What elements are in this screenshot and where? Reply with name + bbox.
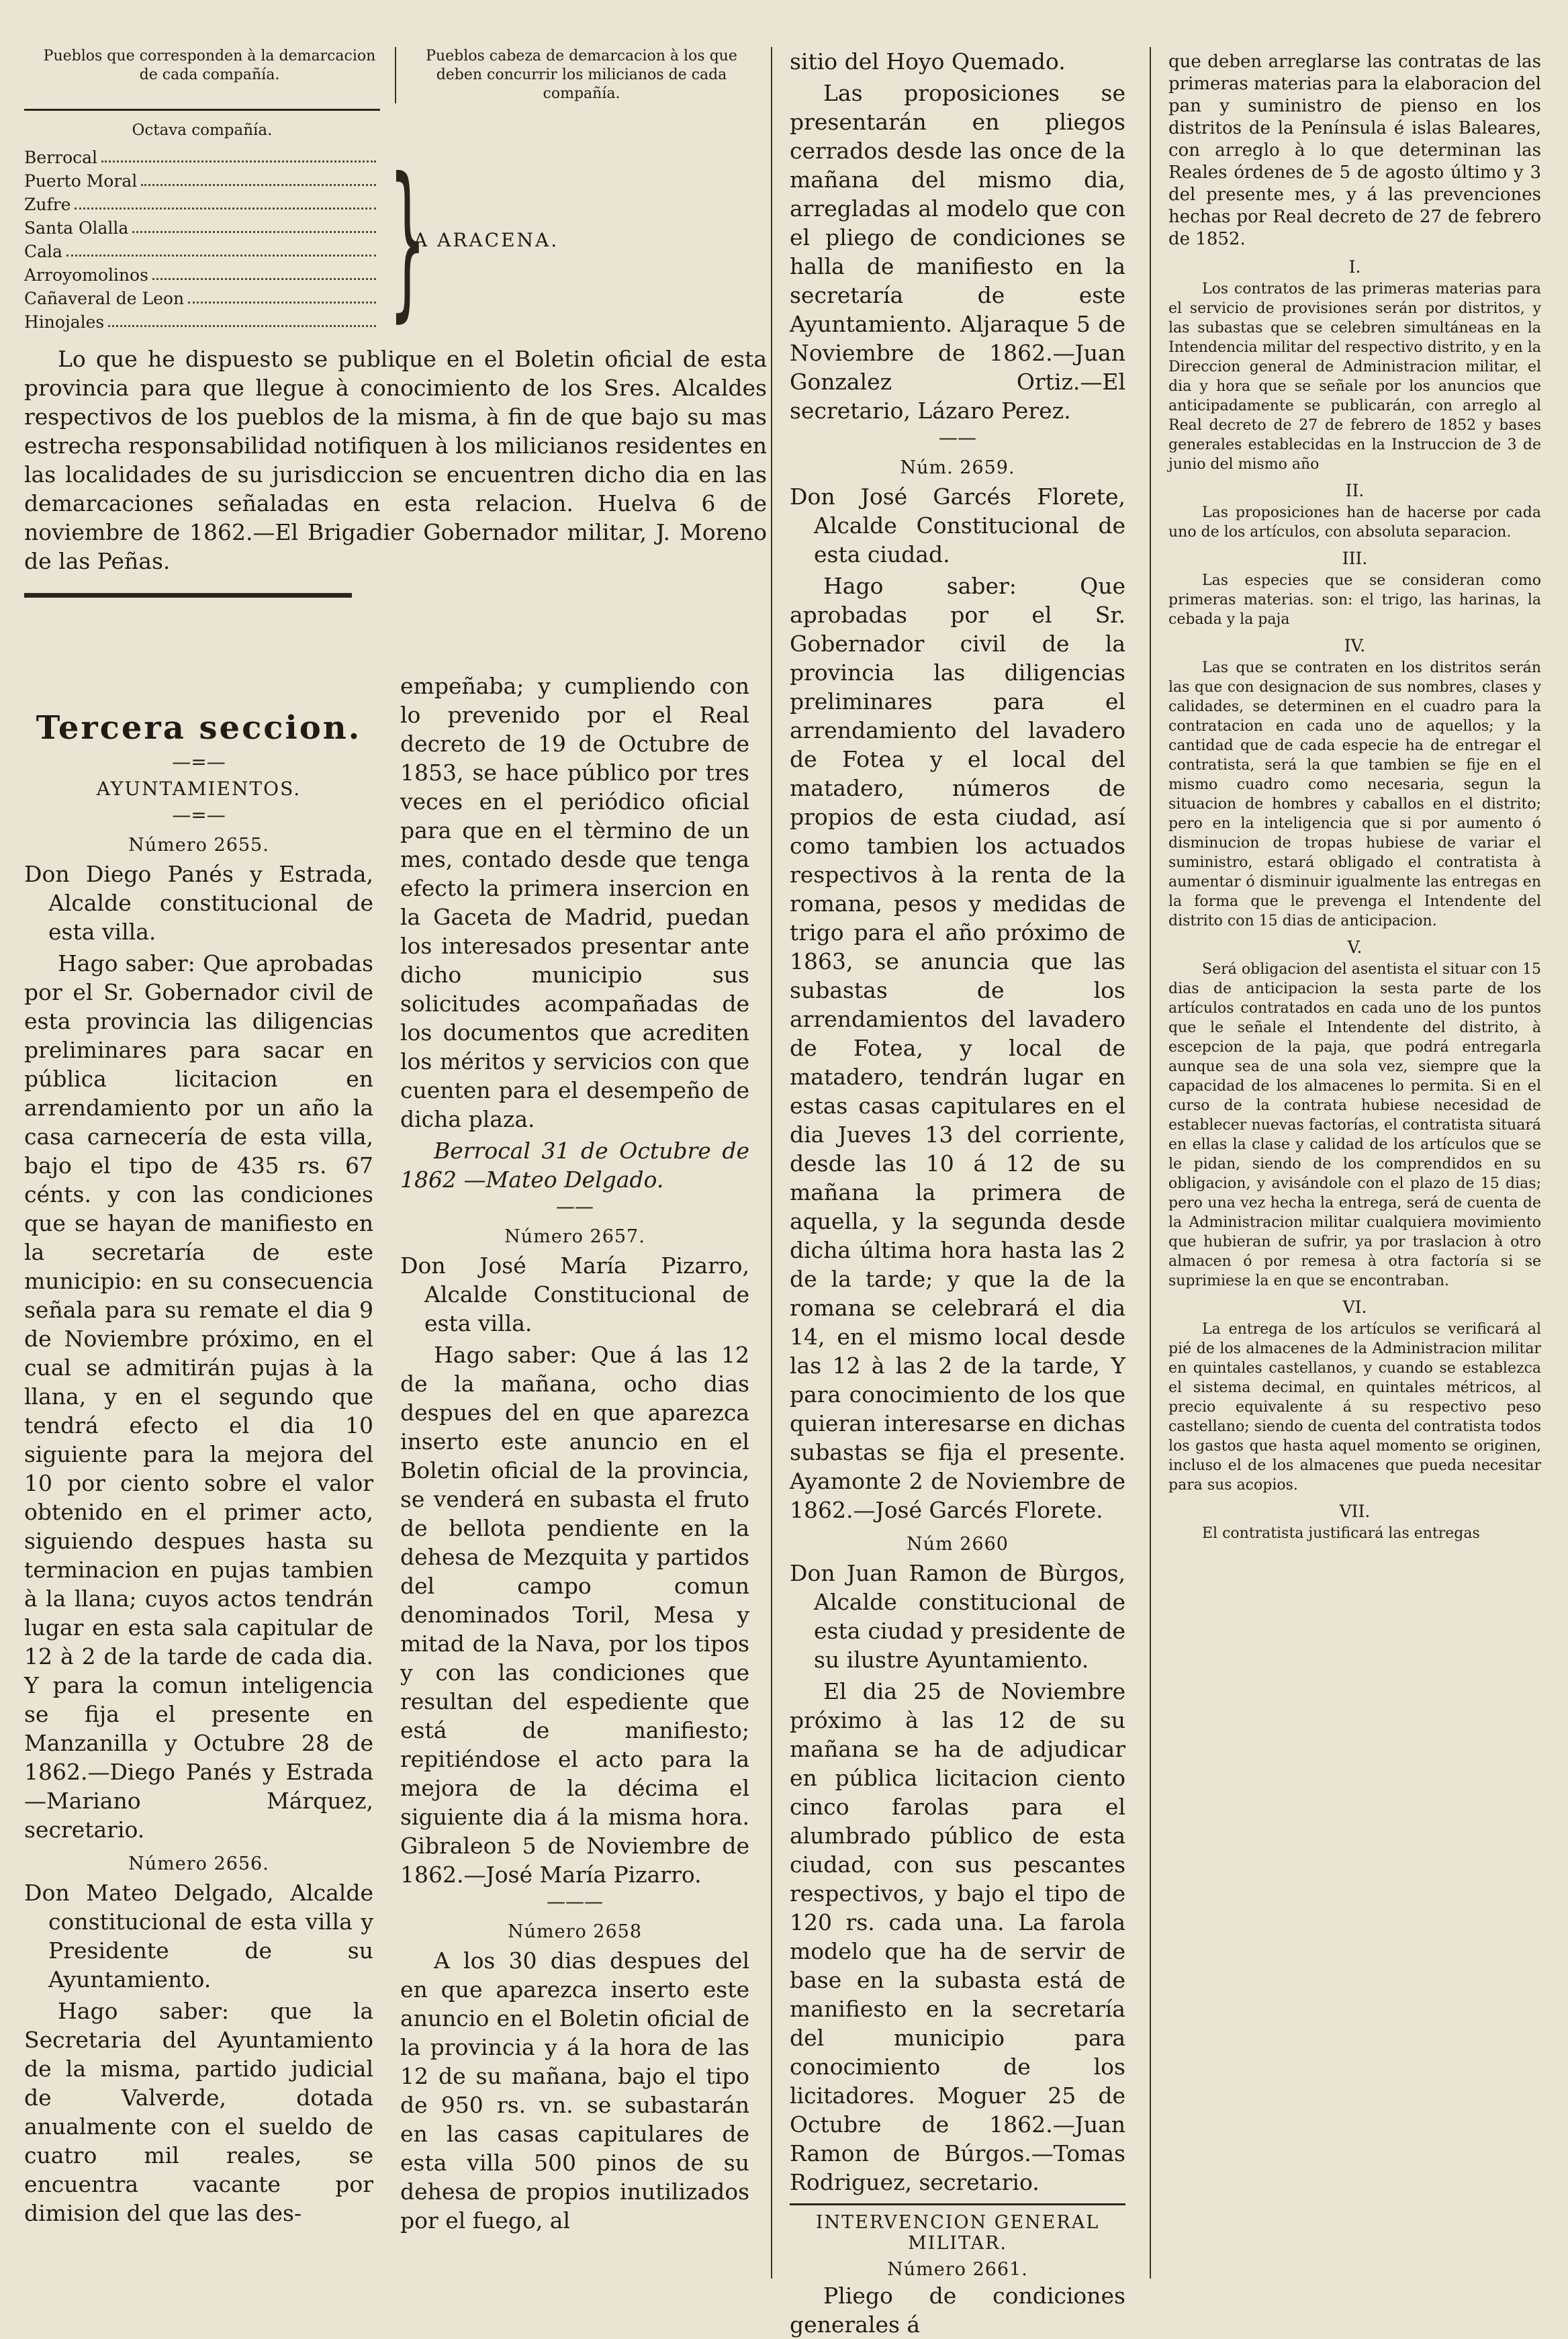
notice-number: Núm 2660: [907, 1534, 1009, 1555]
section-subtitle: AYUNTAMIENTOS.: [96, 778, 302, 800]
town-row: [24, 169, 380, 193]
notice-heading: Don Diego Panés y Estrada, Alcalde constitucional de esta villa.: [24, 861, 373, 945]
town-name: Santa Olalla: [24, 218, 129, 238]
leader-dots: [141, 169, 376, 186]
town-list: [24, 146, 380, 334]
notice-body: Hago saber: Que aprobadas por el Sr. Gobernador civil de esta provincia las diligencias preliminares para sacar en pública licitacion en arrendamiento por un año la casa carnecería de esta villa, bajo el tipo de 435 rs. 67 cénts. y con las condiciones que se hayan de manifiesto en la secretaría de este municipio: en su consecuencia señala para su remate el dia 9 de Noviembre próximo, en el cual se admitirán pujas à la llana, y en el segundo que tendrá efecto el dia 10 siguiente para la mejora del 10 por ciento sobre el valor obtenido en el primer acto, siguiendo despues hasta su terminacion en pujas tambien à la llana; cuyos actos tendrán lugar en esta sala capitular de 12 à 2 de la tarde de cada dia. Y para la comun inteligencia se fija el presente en Manzanilla y Octubre 28 de 1862.—Diego Panés y Estrada —Mariano Márquez, secretario.: [24, 950, 373, 1843]
column-4: [1168, 51, 1541, 2279]
table-header: [24, 47, 767, 103]
clause-number: V.: [1347, 937, 1363, 957]
notice-body: Hago saber: Que á las 12 de la mañana, ocho dias despues del en que aparezca inserto este anuncio en el Boletin oficial de la provincia, se venderá en subasta el fruto de bellota pendiente en la dehesa de Mezquita y partidos del campo comun denominados Toril, Mesa y mitad de la Nava, por los tipos y con las condiciones que resultan del espediente que está de manifiesto; repitiéndose el acto para la mejora de la décima el siguiente dia á la misma hora. Gibraleon 5 de Noviembre de 1862.—José María Pizarro.: [400, 1342, 749, 1888]
notice-number: Número 2656.: [128, 1853, 269, 1874]
section-rule: [24, 593, 352, 598]
notice-number: Número 2658: [507, 1921, 643, 1942]
ornament-dash: —=—: [172, 804, 226, 826]
ornament-dash: ——: [939, 426, 976, 449]
clause-text: Las que se contraten en los distritos serán las que con designacion de sus nombres, clases y calidades, se determinen en el cuadro para la contratacion en cada uno de aquellos; y la cantidad que de cada especie ha de entregar el contratista, será la que tambien se fije en el mismo cuadro como necesaria, segun la situacion de hombres y caballos en el distrito; pero en la inteligencia que si por aumento ó disminucion de tropas hubiese de variar el suministro, estará obligado el contratista à aumentar ó disminuir igualmente las entregas en la forma que le prevenga el Intendente del distrito con 15 dias de anticipacion.: [1168, 659, 1541, 929]
town-name: Cañaveral de Leon: [24, 289, 185, 308]
notice-signature: Berrocal 31 de Octubre de 1862 —Mateo Delgado.: [400, 1138, 749, 1193]
clause-number: I.: [1348, 257, 1361, 277]
notice-heading: Don José María Pizarro, Alcalde Constitucional de esta villa.: [400, 1252, 749, 1336]
town-name: Arroyomolinos: [24, 265, 148, 285]
notice-number: Número 2655.: [128, 835, 269, 856]
clause-text: Los contratos de las primeras materias para el servicio de provisiones serán por distritos, y las subastas que se celebren simultáneas en la Intendencia militar del respectivo distrito, y en la Direccion general de Administracion militar, el dia y hora que se señale por los anuncios que anticipadamente se publicarán, con arreglo al Real decreto de 27 de febrero de 1852 y bases generales establecidas en la Instruccion de 3 de junio del mismo año: [1168, 281, 1541, 473]
clause-number: IV.: [1344, 636, 1366, 655]
clause-text: El contratista justificará las entregas: [1202, 1525, 1480, 1542]
notice-number: Número 2661.: [887, 2259, 1028, 2280]
notice-number: Número 2657.: [504, 1226, 645, 1247]
notice-body: A los 30 dias despues del en que aparezca inserto este anuncio en el Boletin oficial de la provincia y á la hora de las 12 de su mañana, bajo el tipo de 950 rs. vn. se subastarán en las casas capitulares de esta villa 500 pinos de su dehesa de propios inutilizados por el fuego, al: [400, 1947, 749, 2234]
intervencion-title: INTERVENCION GENERAL MILITAR.: [815, 2212, 1100, 2254]
leader-dots: [188, 287, 376, 304]
leader-dots: [132, 216, 376, 233]
column-3: [790, 47, 1125, 2338]
table-head-left: Pueblos que corresponden à la demarcacion de cada compañía.: [24, 47, 396, 103]
column-2: [400, 672, 749, 2279]
notice-body: Hago saber: Que aprobadas por el Sr. Gobernador civil de la provincia las diligencias preliminares para el arrendamiento del lavadero de Fotea y el local del matadero, números de propios de esta ciudad, así como tambien los actuados respectivos à la renta de la romana, pesos y medidas de trigo para el año próximo de 1863, se anuncia que las subastas de los arrendamientos del lavadero de Fotea, y local de matadero, tendrán lugar en estas casas capitulares en el dia Jueves 13 del corriente, desde las 10 á 12 de su mañana la primera de aquella, y la segunda desde dicha última hora hasta las 2 de la tarde; y que la de la romana se celebrará el dia 14, en el mismo local desde las 12 à las 2 de la tarde, Y para conocimiento de los que quieran interesarse en dichas subastas se fija el presente. Ayamonte 2 de Noviembre de 1862.—José Garcés Florete.: [790, 573, 1125, 1523]
column-1: [24, 698, 373, 2279]
column-rule: [1150, 47, 1151, 2279]
leader-dots: [75, 193, 376, 210]
town-table: [24, 142, 767, 337]
notice-body-continued: empeñaba; y cumpliendo con lo prevenido por el Real decreto de 19 de Octubre de 1853, se hace público por tres veces en el periódico oficial para que en el tèrmino de un mes, contado desde que tenga efecto la primera insercion en la Gaceta de Madrid, puedan los interesados presentar ante dicho municipio sus solicitudes acompañadas de los documentos que acrediten los méritos y servicios con que cuenten para el desempeño de dicha plaza.: [400, 673, 749, 1132]
town-name: Hinojales: [24, 312, 105, 332]
town-row: [24, 287, 380, 310]
destination-town: A ARACENA.: [414, 228, 559, 251]
town-name: Cala: [24, 242, 62, 261]
town-row: [24, 263, 380, 287]
notice-heading: Don Mateo Delgado, Alcalde constitucional de esta villa y Presidente de su Ayuntamiento.: [24, 1880, 373, 1992]
pliego-lead-continued: que deben arreglarse las contratas de las primeras materias para la elaboracion del pan y suministro de pienso en los distritos de la Península é islas Baleares, con arreglo à lo que determinan las Reales órdenes de 5 de agosto último y 3 del presente mes, y á las prevenciones hechas por Real decreto de 27 de febrero de 1852.: [1168, 52, 1541, 249]
notice-heading: Don Juan Ramon de Bùrgos, Alcalde constitucional de esta ciudad y presidente de su ilustre Ayuntamiento.: [790, 1560, 1125, 1673]
town-row: [24, 216, 380, 240]
leader-dots: [101, 146, 376, 163]
clause-number: VII.: [1339, 1502, 1371, 1521]
town-row: [24, 240, 380, 263]
clause-number: II.: [1345, 481, 1365, 500]
section-title: Tercera seccion.: [36, 709, 362, 747]
top-block: [24, 47, 767, 600]
town-name: Puerto Moral: [24, 171, 138, 191]
clause-number: III.: [1342, 549, 1368, 568]
notice-number: Núm. 2659.: [900, 457, 1015, 478]
intro-paragraph: Lo que he dispuesto se publique en el Boletin oficial de esta provincia para que llegue à conocimiento de los Sres. Alcaldes respectivos de los pueblos de la misma, à fin de que bajo su mas estrecha responsabilidad notifiquen à los milicianos residentes en las localidades de su jurisdiccion se encuentren dicho dia en las demarcaciones señaladas en esta relacion. Huelva 6 de noviembre de 1862.—El Brigadier Gobernador militar, J. Moreno de las Peñas.: [24, 346, 767, 574]
town-row: [24, 193, 380, 216]
notice-body: El dia 25 de Noviembre próximo à las 12 de su mañana se ha de adjudicar en pública licitacion ciento cinco farolas para el alumbrado público de esta ciudad, con sus pescantes respectivos, y bajo el tipo de 120 rs. cada una. La farola modelo que ha de servir de base en la subasta está de manifiesto en la secretaría del municipio para conocimiento de los licitadores. Moguer 25 de Octubre de 1862.—Juan Ramon de Búrgos.—Tomas Rodriguez, secretario.: [790, 1678, 1125, 2195]
table-subtitle: Octava compañía.: [132, 122, 273, 139]
clause-text: Será obligacion del asentista el situar con 15 dias de anticipacion la sesta parte de los artículos contratados en cada uno de los puntos que le señale el Intendente del distrito, à escepcion de la paja, que podrá entregarla aunque sea de una sola vez, siempre que la capacidad de los almacenes lo permita. Si en el curso de la contrata hubiese necesidad de establecer nuevas factorías, el contratista situará en ellas la clase y calidad de los artículos que se le pidan, siendo de los comprendidos en su obligacion, y avisándole con el plazo de 15 dias; pero una vez hecha la entrega, será de cuenta de la Administracion militar cualquiera movimiento que hubieran de sufrir, ya por traslacion à otro almacen ó por remesa à otra factoría si se suprimiese la en que se encontraban.: [1168, 961, 1541, 1289]
ornament-dash: —=—: [172, 751, 226, 773]
ornament-dash: ——: [556, 1195, 594, 1218]
ornament-dash: ———: [547, 1890, 603, 1913]
divider: [790, 2203, 1125, 2205]
notice-body: Hago saber: que la Secretaria del Ayuntamiento de la misma, partido judicial de Valverde, dotada anualmente con el sueldo de cuatro mil reales, se encuentra vacante por dimision del que las des-: [24, 1998, 373, 2226]
town-row: [24, 310, 380, 334]
town-name: Berrocal: [24, 148, 98, 167]
clause-text: Las especies que se consideran como primeras materias. son: el trigo, las harinas, la cebada y la paja: [1168, 572, 1541, 628]
notice-heading: Don José Garcés Florete, Alcalde Constitucional de esta ciudad.: [790, 484, 1125, 567]
notice-body-continued: sitio del Hoyo Quemado.: [790, 48, 1066, 75]
leader-dots: [66, 240, 376, 257]
brace-icon: }: [389, 142, 426, 337]
divider: [24, 109, 380, 111]
town-name: Zufre: [24, 195, 71, 214]
leader-dots: [152, 263, 376, 280]
notice-body: Las proposiciones se presentarán en pliegos cerrados desde las once de la mañana del mismo dia, arregladas al modelo que con el pliego de condiciones se halla de manifiesto en la secretaría de este Ayuntamiento. Aljaraque 5 de Noviembre de 1862.—Juan Gonzalez Ortiz.—El secretario, Lázaro Perez.: [790, 80, 1125, 424]
pliego-lead: Pliego de condiciones generales á: [790, 2283, 1125, 2338]
clause-number: VI.: [1342, 1297, 1367, 1317]
clause-text: Las proposiciones han de hacerse por cada uno de los artículos, con absoluta separacion.: [1168, 504, 1541, 541]
leader-dots: [108, 310, 376, 327]
table-head-right: Pueblos cabeza de demarcacion à los que deben concurrir los milicianos de cada compañía.: [426, 48, 737, 102]
town-row: [24, 146, 380, 169]
clause-text: La entrega de los artículos se verificará al pié de los almacenes de la Administracion militar en quintales castellanos, y cuando se establezca el sistema decimal, en quintales métricos, al precio equivalente á su respectivo peso castellano; siendo de cuenta del contratista todos los gastos que hasta aquel momento se originen, incluso el de los almacenes que pueda necesitar para sus acopios.: [1168, 1321, 1541, 1494]
column-rule: [771, 47, 772, 2279]
